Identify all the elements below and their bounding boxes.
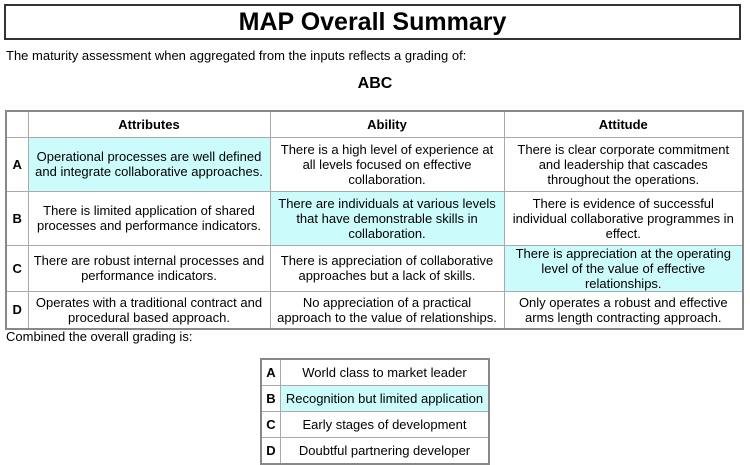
- legend-row: [261, 359, 489, 386]
- matrix-row-a: [6, 137, 743, 191]
- intro-text: The maturity assessment when aggregated from the inputs reflects a grading of:: [6, 48, 467, 63]
- cell-c-attitude: There is appreciation at the operating level of the value of effective relationships.: [504, 245, 743, 291]
- cell-a-attributes: Operational processes are well defined and integrate collaborative approaches.: [28, 137, 270, 191]
- page-title: MAP Overall Summary: [4, 4, 741, 40]
- row-label: B: [6, 191, 28, 245]
- maturity-matrix: [5, 110, 744, 330]
- matrix-row-c: [6, 245, 743, 291]
- cell-b-attitude: There is evidence of successful individual collaborative programmes in effect.: [504, 191, 743, 245]
- combined-label: Combined the overall grading is:: [6, 329, 193, 344]
- header-attributes: Attributes: [28, 111, 270, 137]
- matrix-corner-cell: [6, 111, 28, 137]
- cell-d-ability: No appreciation of a practical approach to the value of relationships.: [270, 291, 504, 329]
- cell-c-ability: There is appreciation of collaborative approaches but a lack of skills.: [270, 245, 504, 291]
- cell-c-attributes: There are robust internal processes and performance indicators.: [28, 245, 270, 291]
- cell-b-ability: There are individuals at various levels that have demonstrable skills in collaboration.: [270, 191, 504, 245]
- grading-legend: [260, 358, 490, 465]
- grading-result: ABC: [357, 75, 393, 92]
- matrix-row-d: [6, 291, 743, 329]
- legend-text: Early stages of development: [281, 412, 490, 438]
- header-attitude: Attitude: [504, 111, 743, 137]
- cell-a-ability: There is a high level of experience at all levels focused on effective collaboration.: [270, 137, 504, 191]
- row-label: D: [6, 291, 28, 329]
- legend-letter: D: [261, 438, 281, 465]
- header-ability: Ability: [270, 111, 504, 137]
- legend-row: [261, 412, 489, 438]
- cell-b-attributes: There is limited application of shared processes and performance indicators.: [28, 191, 270, 245]
- cell-d-attitude: Only operates a robust and effective arms length contracting approach.: [504, 291, 743, 329]
- matrix-row-b: [6, 191, 743, 245]
- cell-d-attributes: Operates with a traditional contract and procedural based approach.: [28, 291, 270, 329]
- row-label: C: [6, 245, 28, 291]
- legend-text: Doubtful partnering developer: [281, 438, 490, 465]
- matrix-header-row: [6, 111, 743, 137]
- legend-letter: C: [261, 412, 281, 438]
- legend-text: Recognition but limited application: [281, 386, 490, 412]
- legend-text: World class to market leader: [281, 359, 490, 386]
- legend-letter: B: [261, 386, 281, 412]
- cell-a-attitude: There is clear corporate commitment and leadership that cascades throughout the operations.: [504, 137, 743, 191]
- row-label: A: [6, 137, 28, 191]
- legend-row: [261, 386, 489, 412]
- legend-letter: A: [261, 359, 281, 386]
- legend-row: [261, 438, 489, 465]
